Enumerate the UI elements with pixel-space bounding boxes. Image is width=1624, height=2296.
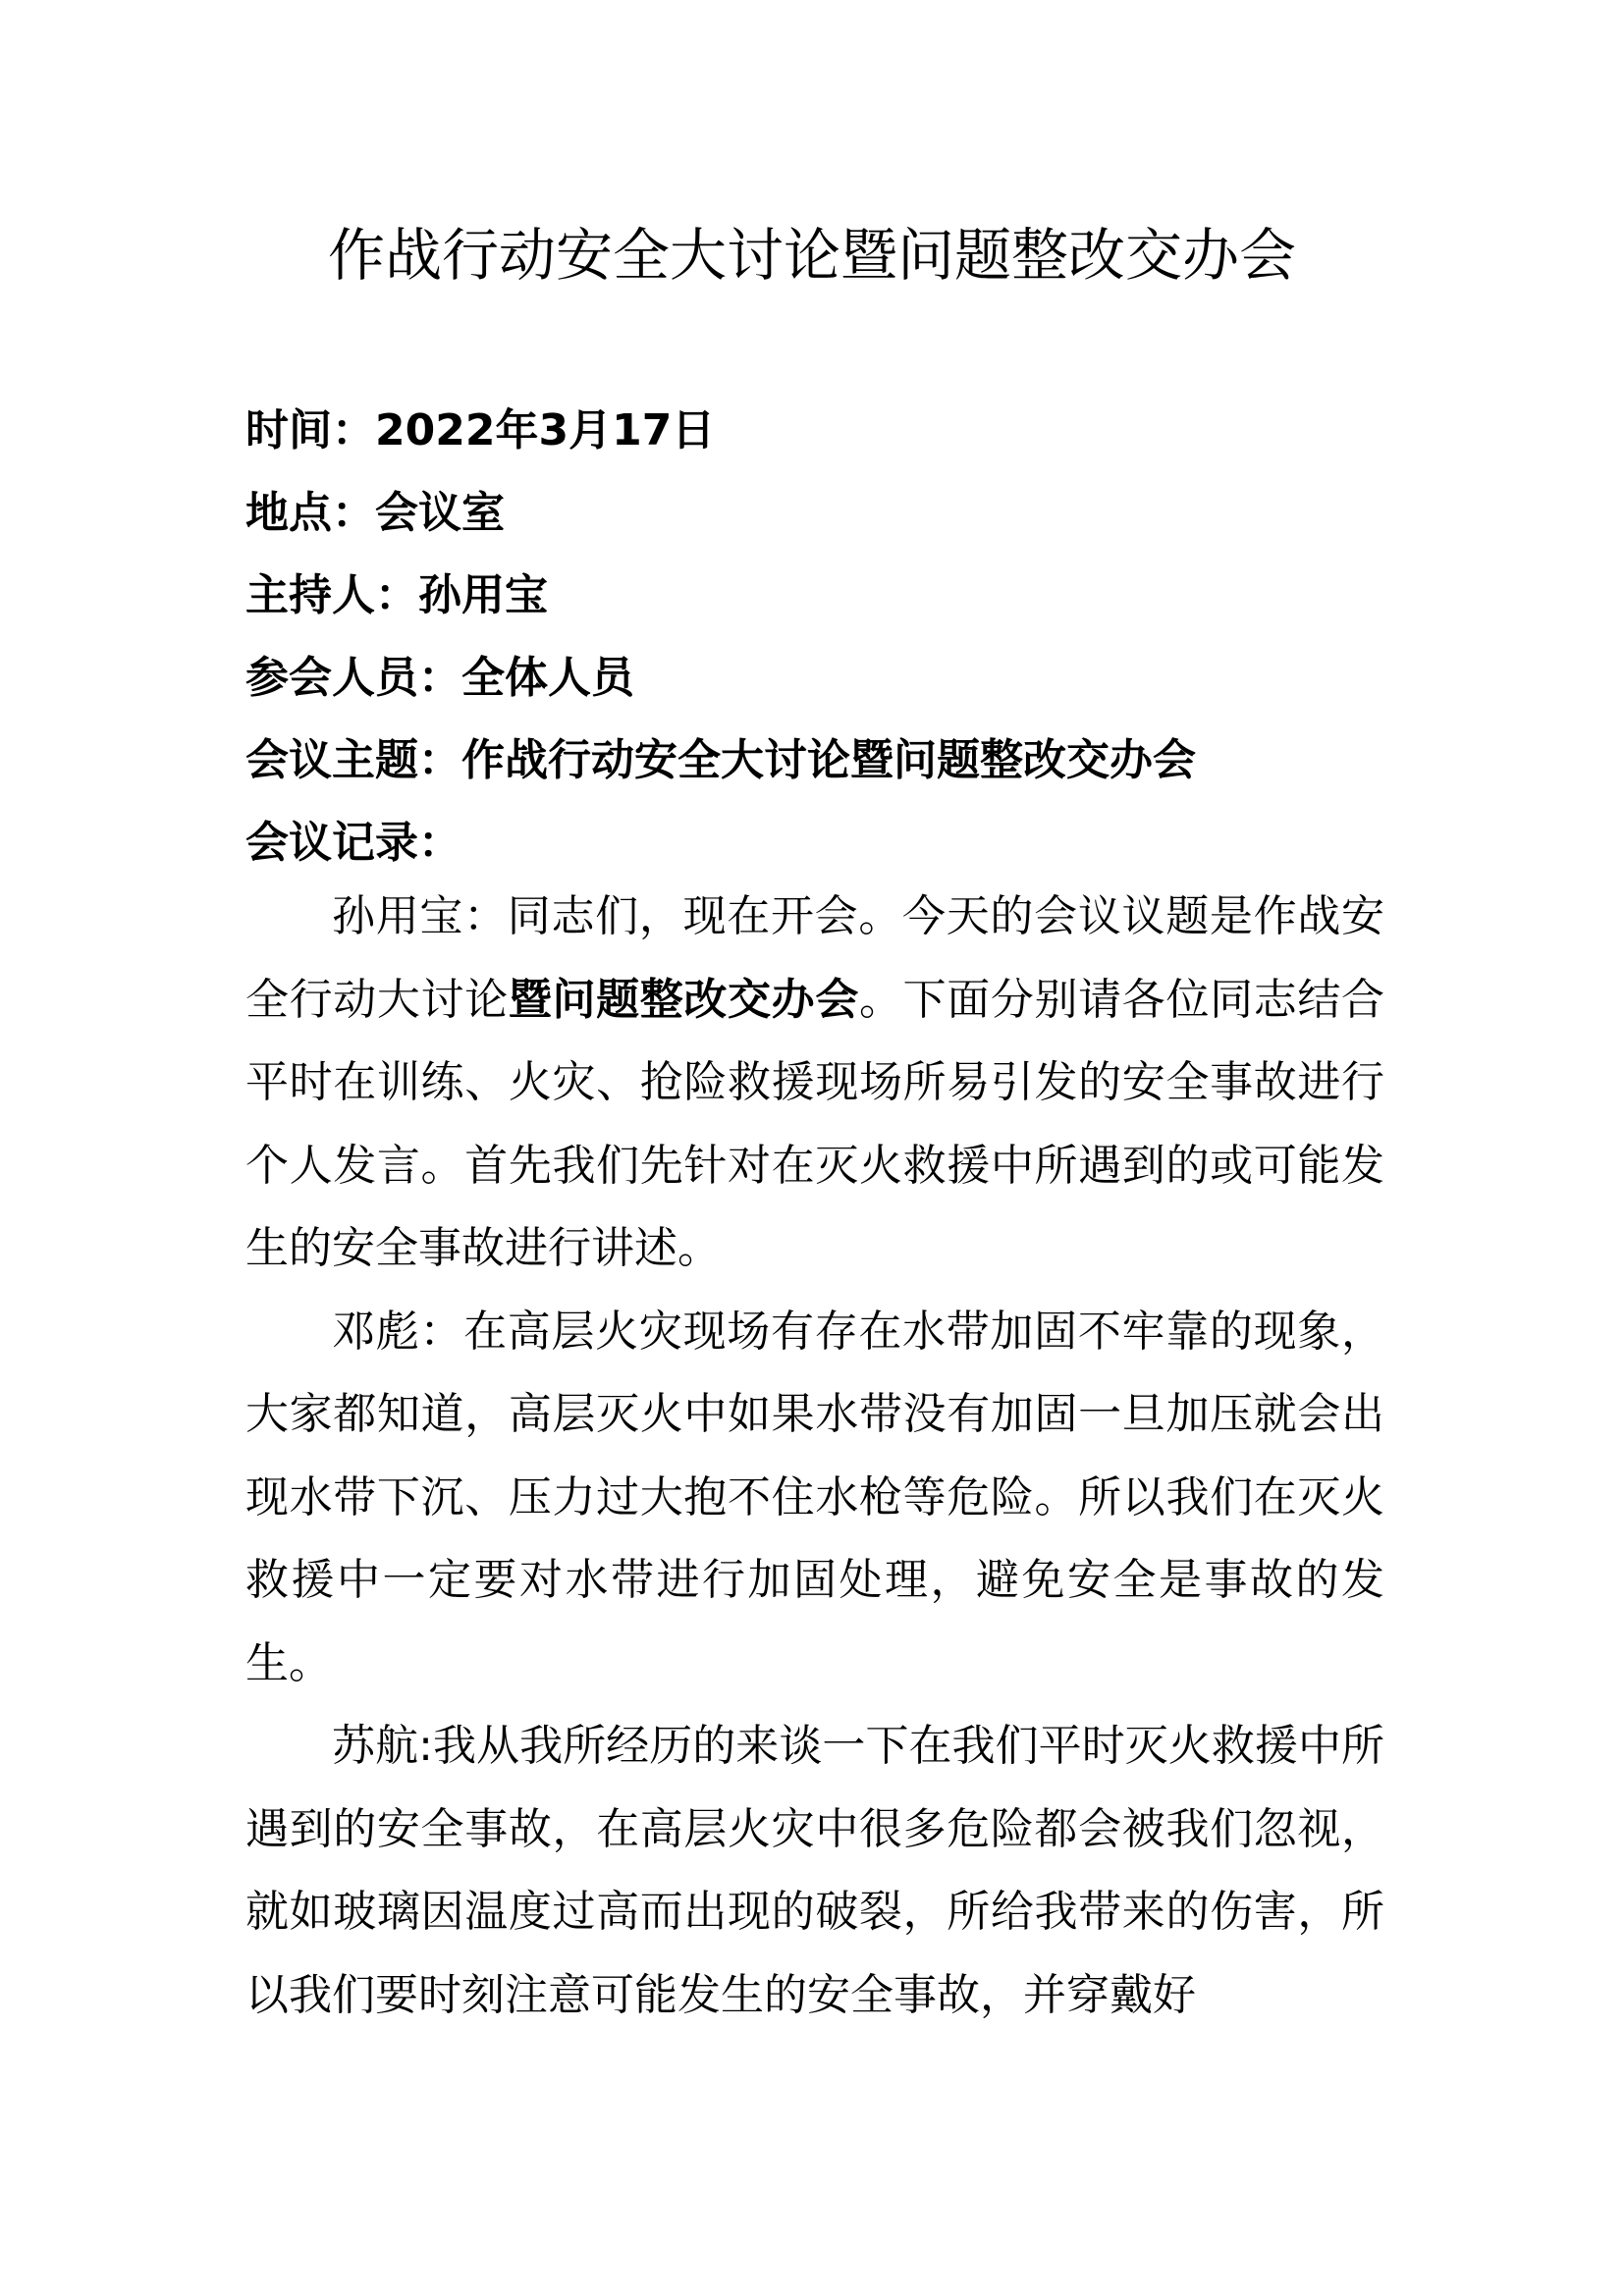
paragraph-text: 苏航:我从我所经历的来谈一下在我们平时灭火救援中所遇到的安全事故，在高层火灾中很多危险都会被我们忽视，就如玻璃因温度过高而出现的破裂，所给我带来的伤害，所以我们要时刻注意可能发生的安全事故，并穿戴好 — [245, 1721, 1384, 2020]
meeting-info-topic — [245, 720, 1384, 802]
paragraph-text-end: 。下面分别请各位同志结合平时在训练、火灾、抢险救援现场所易引发的安全事故进行个人发言。首先我们先针对在灭火救援中所遇到的或可能发生的安全事故进行讲述。 — [245, 974, 1385, 1273]
meeting-info-minutes — [245, 802, 1384, 884]
minutes-paragraph — [245, 1291, 1384, 1706]
meeting-info-attendees — [245, 637, 1384, 720]
info-label: 地点： — [245, 488, 375, 538]
minutes-paragraph — [245, 1705, 1384, 2037]
minutes-paragraph — [245, 876, 1384, 1291]
meeting-info-list — [245, 390, 1384, 884]
paragraph-bold-text: 暨问题整改交办会 — [508, 974, 859, 1025]
info-value: 会议室 — [375, 488, 505, 538]
document-title: 作战行动安全大讨论暨问题整改交办会 — [327, 222, 1296, 289]
info-label: 时间： — [245, 405, 375, 455]
meeting-minutes-body — [245, 876, 1384, 2037]
info-value: 2022年3月17日 — [375, 405, 716, 455]
meeting-info-location — [245, 472, 1384, 555]
paragraph-text: 邓彪：在高层火灾现场有存在水带加固不牢靠的现象，大家都知道，高层灭火中如果水带没有加固一旦加压就会出现水带下沉、压力过大抱不住水枪等危险。所以我们在灭火救援中一定要对水带进行加固处理，避免安全是事故的发生。 — [245, 1306, 1384, 1688]
info-label: 会议记录： — [245, 818, 461, 868]
info-value: 全体人员 — [461, 653, 634, 703]
info-value: 孙用宝 — [418, 570, 548, 620]
meeting-info-host — [245, 555, 1384, 637]
info-label: 主持人： — [245, 570, 418, 620]
info-label: 会议主题： — [245, 735, 461, 785]
info-label: 参会人员： — [245, 653, 461, 703]
meeting-info-time — [245, 390, 1384, 472]
paragraph-text: 孙用宝：同志们，现在开会。今天的会议议题是作战安全行动大讨论 — [245, 891, 1384, 1025]
info-value: 作战行动安全大讨论暨问题整改交办会 — [461, 735, 1196, 785]
